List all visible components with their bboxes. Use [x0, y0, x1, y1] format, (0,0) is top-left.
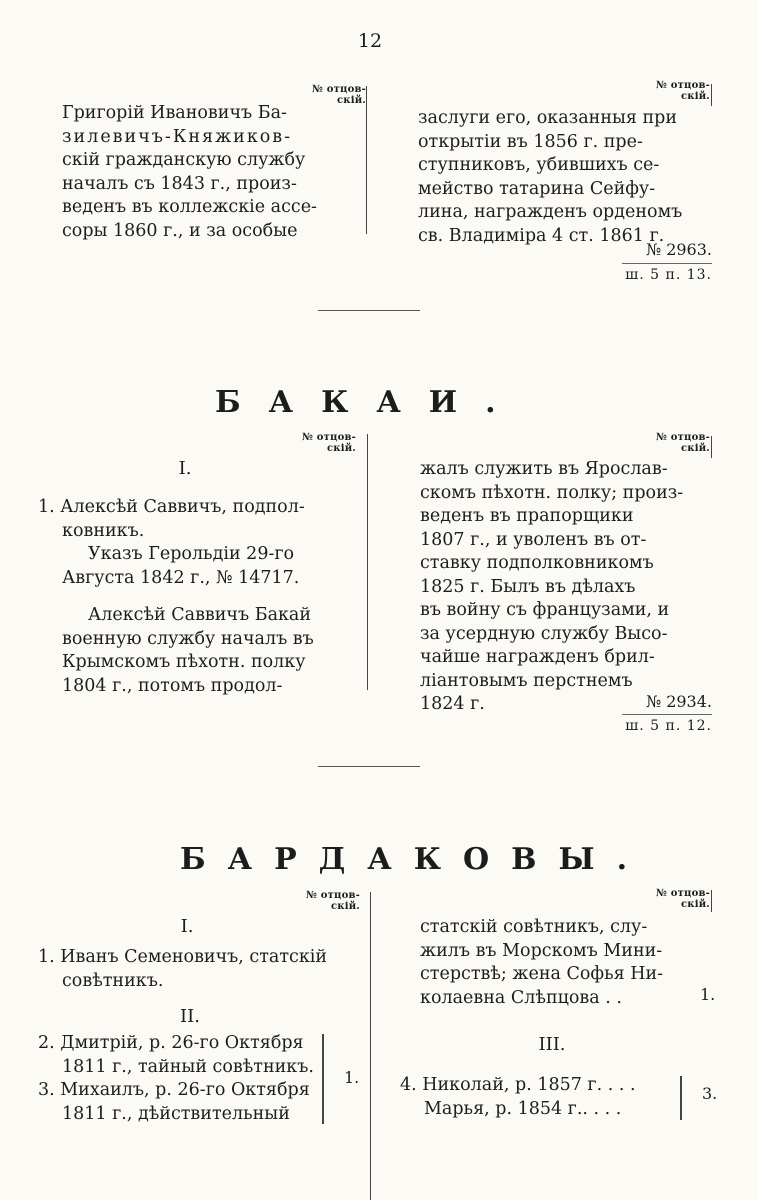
section-separator: [318, 310, 420, 311]
page-number: 12: [357, 30, 383, 52]
generation-numeral: III.: [538, 1034, 566, 1055]
generation-numeral: I.: [178, 458, 192, 479]
generation-numeral: I.: [180, 916, 194, 937]
section3-left-text-1: 1. Иванъ Семеновичъ, статскій совѣтникъ.: [38, 947, 328, 991]
column-divider: [711, 436, 712, 458]
generation-numeral: II.: [180, 1006, 200, 1027]
otsov-label: № отцов- скій.: [302, 432, 356, 454]
otsov-label: № отцов- скій.: [656, 888, 710, 910]
section2-left-text: 1. Алексѣй Саввичъ, подпол- ковникъ. Указъ Герольдіи 29-го Августа 1842 г., № 14717. Алексѣй Саввичъ Бакай военную службу началъ въ Крымскомъ пѣхотн. полку 1804 г., потомъ продол-: [38, 497, 314, 696]
generation-reference: 1.: [700, 985, 716, 1004]
column-divider: [370, 892, 371, 1200]
section2-right-text: жалъ служить въ Ярослав- скомъ пѣхотн. полку; произ- веденъ въ прапорщики 1807 г., и уволенъ въ от- ставку подполковникомъ 1825 г. Былъ въ дѣлахъ въ войну съ французами, и за усердную службу Высо- чайше награжденъ брил- ліантовымъ перстнемъ 1824 г.: [420, 459, 684, 714]
otsov-label: № отцов- скій.: [306, 890, 360, 912]
shelf-reference: ш. 5 п. 13.: [622, 263, 712, 283]
generation-reference: 3.: [702, 1084, 718, 1103]
record-number: № 2963.: [645, 240, 712, 259]
section1-right-text: заслуги его, оказанныя при открытіи въ 1856 г. пре- ступниковъ, убившихъ се- мейство татарина Сейфу- лина, награжденъ орденомъ св. Владиміра 4 ст. 1861 г.: [418, 108, 683, 246]
otsov-label: № отцов- скій.: [656, 80, 710, 102]
shelf-reference: ш. 5 п. 12.: [622, 714, 712, 734]
section-title: БАРДАКОВЫ.: [180, 842, 650, 877]
brace-icon: [322, 1034, 324, 1124]
column-divider: [711, 84, 712, 106]
generation-reference: 1.: [344, 1068, 360, 1087]
otsov-label: № отцов- скій.: [656, 432, 710, 454]
section-separator: [318, 766, 420, 767]
column-divider: [711, 890, 712, 912]
section3-right-text-2: 4. Николай, р. 1857 г. . . . Марья, р. 1854 г.. . . .: [400, 1075, 636, 1119]
section3-left-text-2: 2. Дмитрій, р. 26-го Октября 1811 г., тайный совѣтникъ. 3. Михаилъ, р. 26-го Октября 1811 г., дѣйствительный: [38, 1033, 314, 1124]
section1-left-text: Григорій Ивановичъ Ба- зилевичъ-Княжиков- скій гражданскую службу началъ съ 1843 г., произ- веденъ въ коллежскіе ассе- соры 1860 г., и за особые: [62, 103, 317, 241]
brace-icon: [680, 1076, 682, 1120]
column-divider: [366, 86, 367, 234]
record-number: № 2934.: [645, 692, 712, 711]
column-divider: [367, 434, 368, 690]
otsov-label: № отцов- скій.: [312, 84, 366, 106]
section-title: БАКАИ.: [215, 385, 524, 420]
section3-right-text: статскій совѣтникъ, слу- жилъ въ Морскомъ Мини- стерствѣ; жена Софья Ни- колаевна Слѣпцова . .: [420, 917, 664, 1008]
